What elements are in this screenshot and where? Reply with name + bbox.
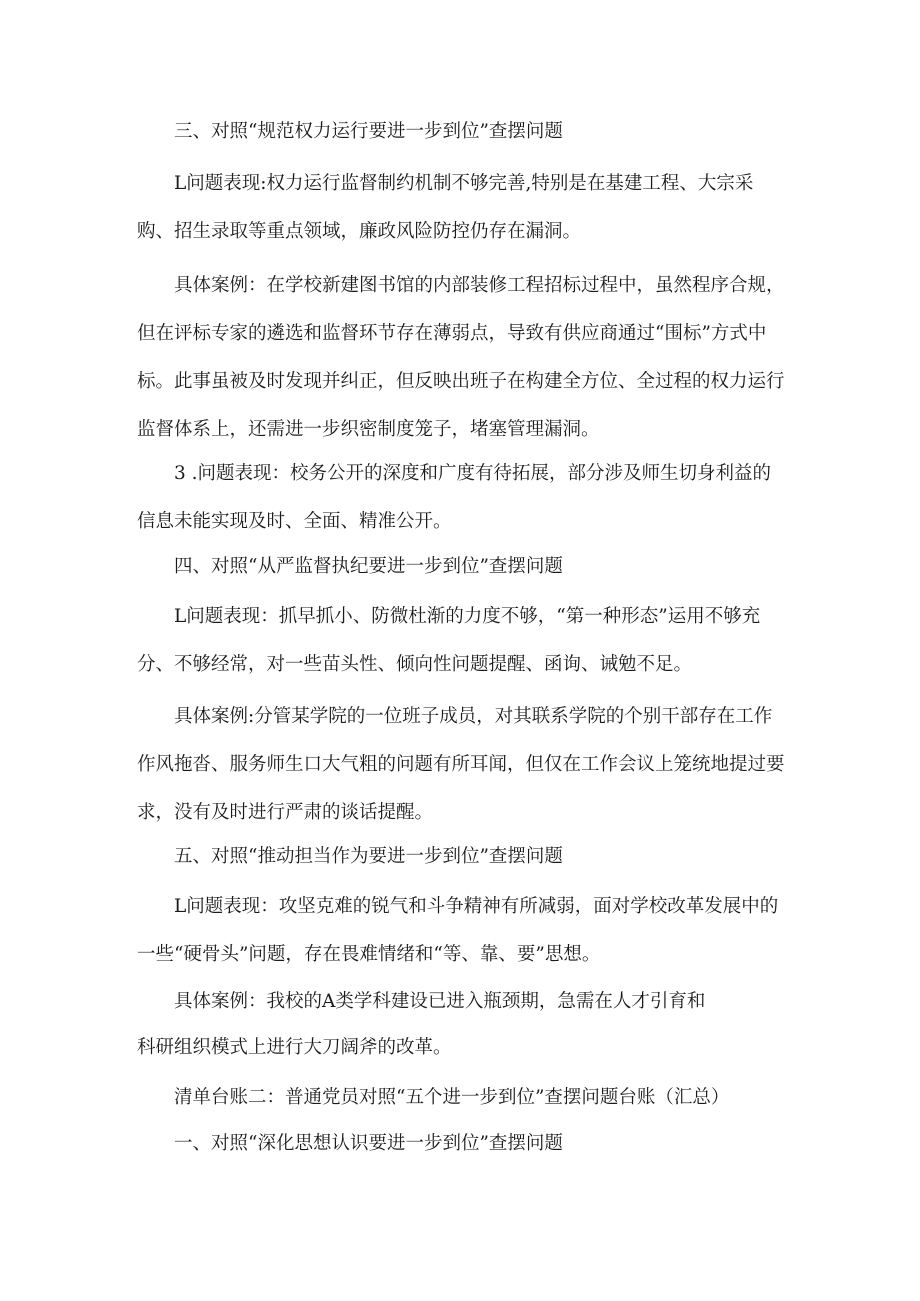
list-2-section-1-heading: 一、对照“深化思想认识要进一步到位”查摆问题 — [174, 1133, 563, 1154]
section-5-heading: 五、对照“推动担当作为要进一步到位”查摆问题 — [174, 846, 563, 867]
section-3-heading: 三、对照“规范权力运行要进一步到位”查摆问题 — [174, 121, 563, 142]
section-3-problem-1: L问题表现:权力运行监督制约机制不够完善,特别是在基建工程、大宗采购、招生录取等重点领域，廉政风险防控仍存在漏洞。 — [137, 173, 754, 242]
section-4-problem-1: L问题表现：抓早抓小、防微杜渐的力度不够，“第一种形态”运用不够充分、不够经常，对一些苗头性、倾向性问题提醒、函询、诫勉不足。 — [137, 606, 761, 675]
section-5-case-1-line-1: 具体案例：我校的A类学科建设已进入瓶颈期，急需在人才引育和 — [174, 991, 706, 1012]
section-3-case-1: 具体案例：在学校新建图书馆的内部装修工程招标过程中，虽然程序合规，但在评标专家的遴选和监督环节存在薄弱点，导致有供应商通过“围标”方式中标。此事虽被及时发现并纠正，但反映出班子在构建全方位、全过程的权力运行监督体系上，还需进一步织密制度笼子，堵塞管理漏洞。 — [137, 275, 785, 440]
section-5-problem-1: L问题表现：攻坚克难的锐气和斗争精神有所减弱，面对学校改革发展中的一些“硬骨头”问题，存在畏难情绪和“等、靠、要”思想。 — [137, 896, 779, 965]
list-2-title: 清单台账二：普通党员对照“五个进一步到位”查摆问题台账（汇总） — [174, 1087, 730, 1108]
section-4-heading: 四、对照“从严监督执纪要进一步到位”查摆问题 — [174, 556, 563, 577]
section-3-problem-3: 3 .问题表现：校务公开的深度和广度有待拓展，部分涉及师生切身利益的信息未能实现及时、全面、精准公开。 — [137, 463, 772, 532]
section-4-case-1: 具体案例:分管某学院的一位班子成员，对其联系学院的个别干部存在工作作风拖沓、服务师生口大气粗的问题有所耳闻，但仅在工作会议上笼统地提过要求，没有及时进行严肃的谈话提醒。 — [137, 706, 785, 823]
section-5-case-1-line-2: 科研组织模式上进行大刀阔斧的改革。 — [137, 1037, 452, 1058]
